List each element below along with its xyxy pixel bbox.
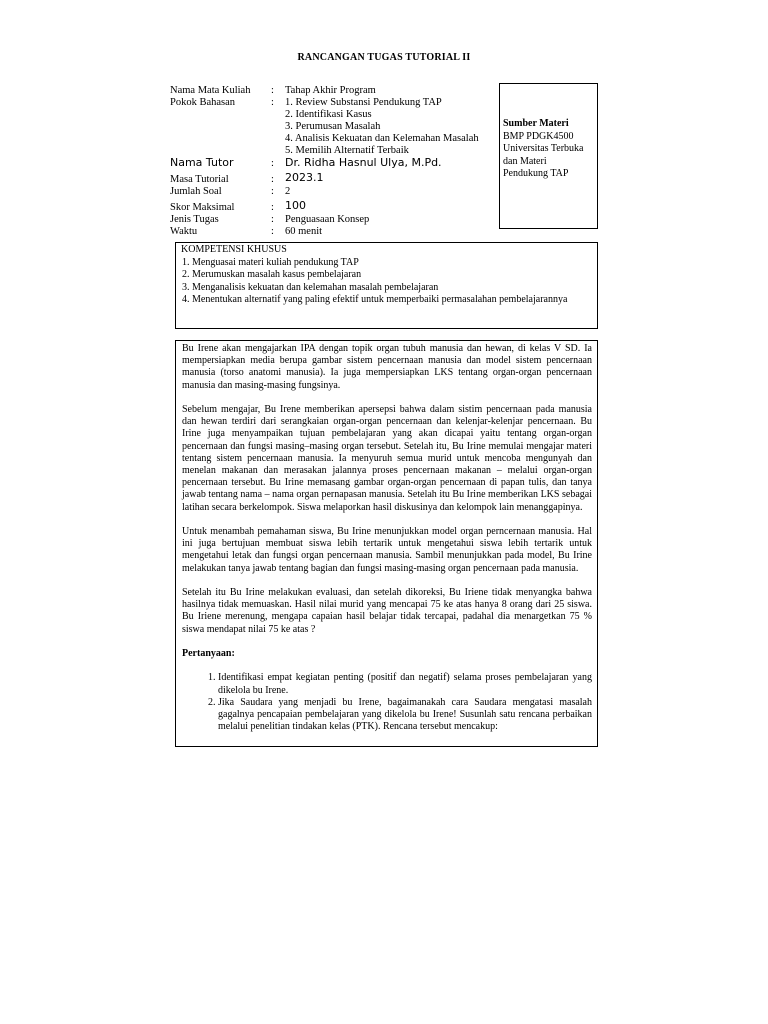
mata-kuliah-value: Tahap Akhir Program (285, 85, 376, 96)
sumber-materi-line: Pendukung TAP (503, 168, 569, 179)
case-paragraph: Sebelum mengajar, Bu Irene memberikan apersepsi bahwa dalam sistim pencernaan pada manusia dan hewan terdiri dari serangkaian organ-organ pencernaan dan kelenjar-kelenjar pencernaan. Bu Irine juga menyampaikan tujuan pembelajaran yang akan dicapai yaitu tentang organ-organ pencernaan dan fungsi masing–masing organ tersebut. Setelah itu, Bu Irine memulai mengajar materi tentang sistem pencernaan manusia. Ia menyuruh semua murid untuk mencoba mengunyah dan menelan makanan dan merasakan jalannya proses pencernaan makanan – melalui organ-organ pencernaan tersebut. Bu Irine memasang gambar organ-organ pencernaan di papan tulis, dan tanya jawab tentang nama – nama organ pernapasan manusia. Setelah itu Bu Irine memberikan LKS sebagai latihan secara berkelompok. Siswa melaporkan hasil diskusinya dan kelompok lain menanggapinya. (182, 404, 592, 513)
case-paragraph: Untuk menambah pemahaman siswa, Bu Irine menunjukkan model organ perncernaan manusia. Hal ini juga bertujuan membuat siswa lebih tertarik untuk mengetahui siswa lebih tertarik untuk mengetahui letak dan fungsi organ pencernaan manusia. Sambil menunjukkan pada model, Bu Irine melakukan tanya jawab tentang bagian dan fungsi masing-masing organ pencernaan pada manusia. (182, 526, 592, 574)
pokok-bahasan-item: 4. Analisis Kekuatan dan Kelemahan Masalah (285, 133, 479, 144)
pertanyaan-item: 2. Jika Saudara yang menjadi bu Irene, bagaimanakah cara Saudara mengatasi masalah gagalnya pencapaian pembelajaran yang dikelola bu Irene! Susunlah satu rencana perbaikan melalui penelitian tindakan kelas (PTK). Rencana tersebut mencakup: (218, 697, 592, 734)
pokok-bahasan-label: Pokok Bahasan (170, 97, 236, 108)
pokok-bahasan-item: 1. Review Substansi Pendukung TAP (285, 97, 442, 108)
kompetensi-khusus-box (175, 242, 598, 329)
sumber-materi-line: BMP PDGK4500 (503, 130, 574, 142)
jumlah-soal-label: Jumlah Soal (170, 186, 222, 197)
pertanyaan-list (182, 672, 592, 733)
sumber-materi-line: dan Materi (503, 155, 547, 167)
pokok-bahasan-item: 5. Memilih Alternatif Terbaik (285, 145, 409, 156)
jenis-tugas-value: Penguasaan Konsep (285, 214, 370, 225)
colon: : (271, 214, 274, 225)
pertanyaan-heading: Pertanyaan: (182, 648, 235, 660)
pokok-bahasan-item: 3. Perumusan Masalah (285, 121, 381, 132)
colon: : (271, 226, 274, 237)
colon: : (271, 85, 274, 96)
pokok-bahasan-item: 2. Identifikasi Kasus (285, 109, 372, 120)
case-paragraph: Setelah itu Bu Irine melakukan evaluasi, dan setelah dikoreksi, Bu Iriene tidak menyangka bahwa hasilnya tidak memuaskan. Hasil nilai murid yang mencapai 75 ke atas hanya 8 orang dari 25 siswa. Bu Iriene merenung, mengapa capaian hasil belajar tidak tercapai, padahal dia menargetkan 75 % siswa mendapat nilai 75 ke atas ? (182, 587, 592, 635)
sumber-materi-heading: Sumber Materi (503, 118, 569, 129)
colon: : (271, 158, 274, 169)
waktu-label: Waktu (170, 226, 198, 237)
kompetensi-list (181, 257, 593, 307)
colon: : (271, 97, 274, 108)
tutor-value: Dr. Ridha Hasnul Ulya, M.Pd. (285, 156, 442, 169)
kompetensi-item: 2. Merumuskan masalah kasus pembelajaran (192, 269, 593, 282)
waktu-value: 60 menit (285, 226, 323, 237)
tutor-label: Nama Tutor (170, 156, 234, 169)
kompetensi-heading: KOMPETENSI KHUSUS (181, 244, 287, 255)
kompetensi-item: 3. Menganalisis kekuatan dan kelemahan masalah pembelajaran (192, 282, 593, 295)
masa-tutorial-label: Masa Tutorial (170, 174, 229, 185)
document-title: RANCANGAN TUGAS TUTORIAL II (297, 52, 471, 63)
jenis-tugas-label: Jenis Tugas (170, 214, 219, 225)
mata-kuliah-label: Nama Mata Kuliah (170, 85, 251, 96)
skor-maksimal-value: 100 (285, 199, 306, 212)
skor-maksimal-label: Skor Maksimal (170, 202, 235, 213)
case-paragraph: Bu Irene akan mengajarkan IPA dengan topik organ tubuh manusia dan hewan, di kelas V SD. Ia mempersiapkan media berupa gambar sistem pencernaan manusia dan model sistem pencernaan manusia (torso anatomi manusia). Ia juga mempersiapkan LKS tentang organ-organ pencernaan manusia dan masing-masing fungsinya. (182, 343, 592, 391)
pertanyaan-item: 1. Identifikasi empat kegiatan penting (positif dan negatif) selama proses pembelajaran yang dikelola bu Irene. (218, 672, 592, 696)
jumlah-soal-value: 2 (285, 186, 291, 197)
sumber-materi-line: Universitas Terbuka (503, 143, 584, 154)
colon: : (271, 174, 274, 185)
kompetensi-item: 1. Menguasai materi kuliah pendukung TAP (192, 257, 593, 270)
colon: : (271, 186, 274, 197)
sumber-materi-box (499, 83, 598, 229)
case-description-box (175, 340, 598, 747)
colon: : (271, 202, 274, 213)
masa-tutorial-value: 2023.1 (285, 171, 324, 184)
kompetensi-item: 4. Menentukan alternatif yang paling efektif untuk memperbaiki permasalahan pembelajarannya (192, 294, 593, 307)
